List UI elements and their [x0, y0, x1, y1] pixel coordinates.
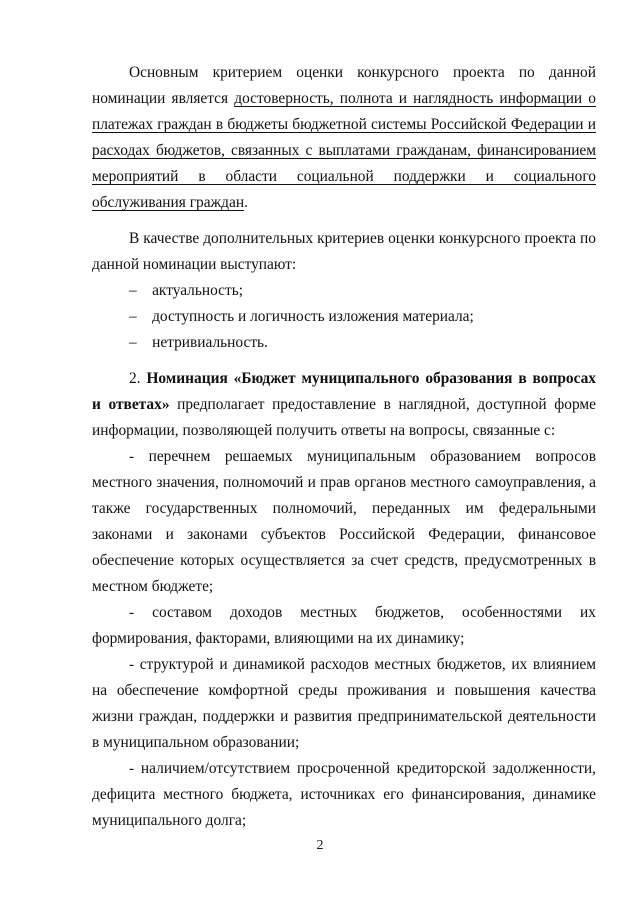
nomination-description: предполагает предоставление в наглядной, доступной форме информации, позволяющей получить ответы на вопросы, связанные с: — [92, 396, 596, 439]
criteria-item-accessibility: – доступность и логичность изложения материала; — [129, 308, 474, 325]
main-criterion-lead: Основным критерием оценки конкурсного проекта по данной номинации является — [92, 64, 596, 107]
topic-item-expenditures: - структурой и динамикой расходов местных бюджетов, их влиянием на обеспечение комфортной среды проживания и повышения качества жизни граждан, поддержки и развития предпринимательской деятельности в муниципальном образовании; — [92, 656, 596, 751]
main-criterion-paragraph — [92, 60, 596, 216]
criteria-item-non-triviality: – нетривиальность. — [129, 334, 268, 351]
topic-item-debt: - наличием/отсутствием просроченной кредиторской задолженности, дефицита местного бюджета, источниках его финансирования, динамике муниципального долга; — [92, 760, 596, 829]
nomination-title: Номинация «Бюджет муниципального образования в вопросах и ответах» — [92, 370, 596, 413]
topic-item-revenues: - составом доходов местных бюджетов, особенностями их формирования, факторами, влияющими на их динамику; — [92, 604, 596, 647]
criteria-item-relevance: – актуальность; — [129, 282, 244, 299]
topic-item-local-issues: - перечнем решаемых муниципальным образованием вопросов местного значения, полномочий и прав органов местного самоуправления, а также государственных полномочий, переданных им федеральными законами и законами субъектов Российской Федерации, финансовое обеспечение которых осуществляется за счет средств, предусмотренных в местном бюджете; — [92, 448, 596, 595]
page-number: 2 — [316, 838, 324, 853]
nomination-number: 2. — [129, 370, 147, 387]
document-body — [92, 60, 596, 834]
main-criterion-underlined: достоверность, полнота и наглядность информации о платежах граждан в бюджеты бюджетной системы Российской Федерации и расходах бюджетов, связанных с выплатами гражданам, финансированием мероприятий в области социальной поддержки и социального обслуживания граждан — [92, 90, 596, 211]
nomination-2-paragraph — [92, 366, 596, 444]
main-criterion-end: . — [244, 194, 248, 211]
additional-criteria-intro: В качестве дополнительных критериев оценки конкурсного проекта по данной номинации выступают: — [92, 230, 596, 273]
